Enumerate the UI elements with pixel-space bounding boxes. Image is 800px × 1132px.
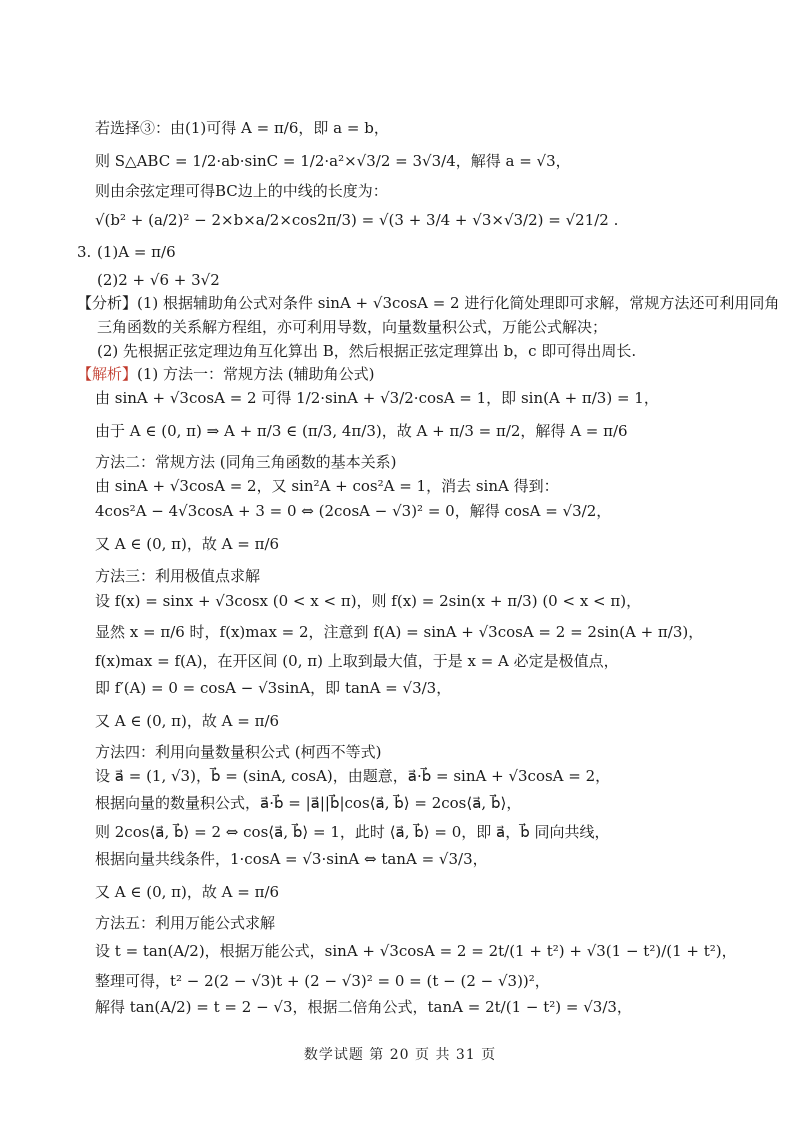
text-line: 设 f(x) = sinx + √3cosx (0 < x < π)，则 f(x) = 2sin(x + π/3) (0 < x < π)， [95, 592, 642, 610]
analysis-text: (1) 根据辅助角公式对条件 sinA + √3cosA = 2 进行化简处理即可求解，常规方法还可利用同角 [137, 294, 780, 312]
text-line: 方法三：利用极值点求解 [95, 567, 261, 585]
page-footer: 数学试题 第 20 页 共 31 页 [303, 1047, 497, 1063]
analysis-line [77, 293, 779, 313]
text-line: 4cos²A − 4√3cosA + 3 = 0 ⇔ (2cosA − √3)² = 0，解得 cosA = √3/2， [95, 502, 612, 520]
text-line: √(b² + (a/2)² − 2×b×a/2×cos2π/3) = √(3 + 3/4 + √3×√3/2) = √21/2 . [95, 211, 619, 229]
analysis-tag: 【分析】 [77, 294, 138, 312]
text-line: 则由余弦定理可得BC边上的中线的长度为： [95, 182, 388, 200]
text-line: 由 sinA + √3cosA = 2 可得 1/2·sinA + √3/2·cosA = 1，即 sin(A + π/3) = 1， [95, 389, 659, 407]
text-line: 则 2cos⟨a⃗, b⃗⟩ = 2 ⇔ cos⟨a⃗, b⃗⟩ = 1，此时 ⟨a⃗, b⃗⟩ = 0，即 a⃗，b⃗ 同向共线， [95, 823, 610, 841]
text-line: 方法四：利用向量数量积公式 (柯西不等式) [95, 743, 382, 761]
text-line: 即 f′(A) = 0 = cosA − √3sinA，即 tanA = √3/3， [95, 679, 452, 697]
text-line: 解得 tan(A/2) = t = 2 − √3，根据二倍角公式，tanA = 2t/(1 − t²) = √3/3， [95, 998, 632, 1016]
text-line: 方法二：常规方法 (同角三角函数的基本关系) [95, 453, 397, 471]
text-line: 则 S△ABC = 1/2·ab·sinC = 1/2·a²×√3/2 = 3√3/4，解得 a = √3， [95, 152, 571, 170]
solution-line [77, 364, 375, 384]
text-line: 由 sinA + √3cosA = 2，又 sin²A + cos²A = 1，消去 sinA 得到： [95, 477, 559, 495]
question-line [77, 242, 176, 262]
answer-part-1: (1)A = π/6 [97, 243, 176, 261]
text-line: f(x)max = f(A)，在开区间 (0, π) 上取到最大值，于是 x = A 必定是极值点， [95, 652, 619, 670]
text-line: 整理可得，t² − 2(2 − √3)t + (2 − √3)² = 0 = (t − (2 − √3))²， [95, 972, 550, 990]
text-line: 又 A ∈ (0, π)，故 A = π/6 [95, 535, 280, 553]
text-line: 设 t = tan(A/2)，根据万能公式，sinA + √3cosA = 2 = 2t/(1 + t²) + √3(1 − t²)/(1 + t²)， [95, 942, 737, 960]
text-line: 根据向量的数量积公式，a⃗·b⃗ = |a⃗||b⃗|cos⟨a⃗, b⃗⟩ = 2cos⟨a⃗, b⃗⟩， [95, 794, 522, 812]
text-line: 又 A ∈ (0, π)，故 A = π/6 [95, 712, 280, 730]
text-line: 又 A ∈ (0, π)，故 A = π/6 [95, 883, 280, 901]
answer-part-2: (2)2 + √6 + 3√2 [97, 271, 220, 289]
question-number: 3. [77, 243, 92, 261]
solution-text: (1) 方法一：常规方法 (辅助角公式) [137, 365, 375, 383]
text-line: 显然 x = π/6 时，f(x)max = 2，注意到 f(A) = sinA + √3cosA = 2 = 2sin(A + π/3)， [95, 623, 704, 641]
text-line: 设 a⃗ = (1, √3)，b⃗ = (sinA, cosA)，由题意，a⃗·b⃗ = sinA + √3cosA = 2， [95, 767, 611, 785]
solution-tag: 【解析】 [77, 365, 138, 383]
text-line: (2) 先根据正弦定理边角互化算出 B，然后根据正弦定理算出 b，c 即可得出周长. [97, 342, 637, 360]
text-line: 由于 A ∈ (0, π) ⇒ A + π/3 ∈ (π/3, 4π/3)，故 A + π/3 = π/2，解得 A = π/6 [95, 422, 628, 440]
text-line: 若选择③：由(1)可得 A = π/6，即 a = b， [95, 119, 389, 137]
text-line: 三角函数的关系解方程组，亦可利用导数，向量数量积公式，万能公式解决； [97, 318, 608, 336]
text-line: 方法五：利用万能公式求解 [95, 914, 276, 932]
text-line: 根据向量共线条件，1·cosA = √3·sinA ⇔ tanA = √3/3， [95, 850, 488, 868]
